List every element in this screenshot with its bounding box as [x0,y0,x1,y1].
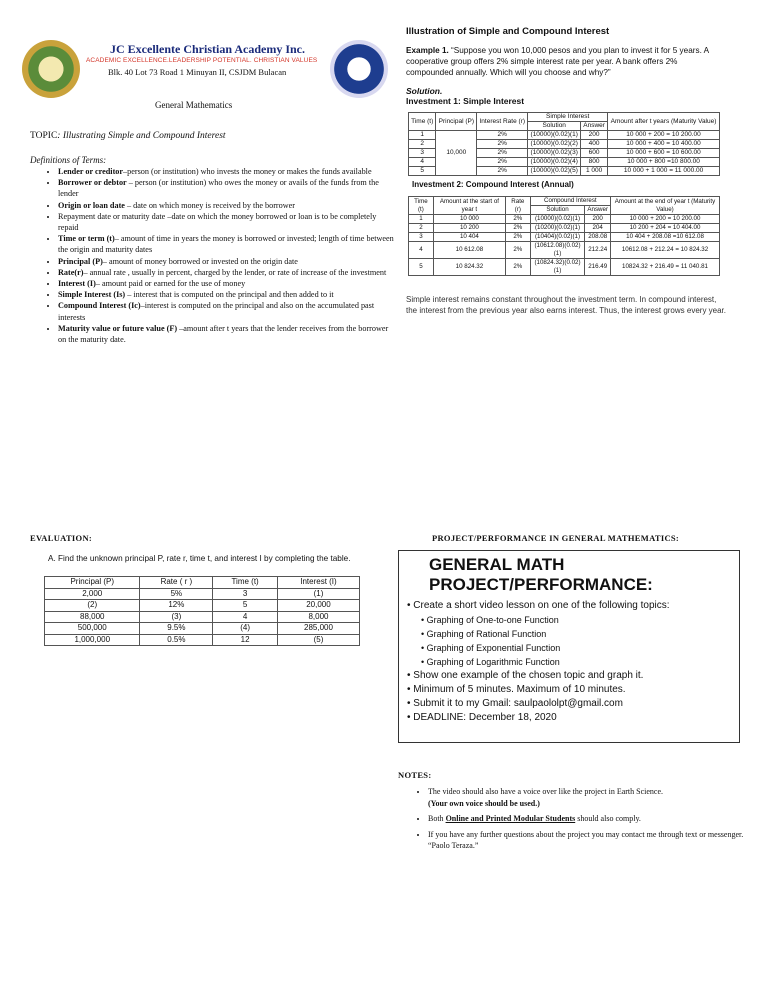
table-row [409,233,720,242]
interest-note: Simple interest remains constant throughout the investment term. In compound interest, the interest from the previous year also earns interest. Thus, the interest grows every year. [406,295,727,315]
table-cell: 88,000 [45,611,140,623]
table-cell: 12% [140,600,213,612]
school-name: JC Excellente Christian Academy Inc. [110,42,305,56]
table-cell: 2% [506,233,531,242]
definitions-list [30,166,398,345]
table-header: Amount after t years (Maturity Value) [608,113,720,131]
table-cell: 10 200 [433,224,505,233]
table-cell: 2% [477,149,528,158]
table-row [45,600,360,612]
table-cell: 2 [409,140,436,149]
table-cell: 2,000 [45,588,140,600]
subject-title: General Mathematics [155,100,233,110]
list-item: • Both Online and Printed Modular Students should also comply. [428,813,758,825]
evaluation-table [44,576,360,646]
notes-title: NOTES: [398,770,432,780]
table-cell: 200 [581,131,608,140]
table-cell: 10 404 + 208.08 =10 612.08 [611,233,720,242]
definition-item: • Repayment date or maturity date –date on which the money borrowed or loan is to be completely repaid [58,211,398,233]
project-list [407,599,670,725]
definition-item: • Borrower or debtor – person (or institution) who owes the money or avails of the funds from the lender [58,177,398,199]
table-cell: (10000)(0.02)(2) [528,140,581,149]
table-cell: 4 [409,158,436,167]
topic-item: • Graphing of Logarithmic Function [421,657,560,667]
table-cell: 2% [477,167,528,176]
table-header: Time (t) [213,577,278,589]
table-cell: 2% [506,215,531,224]
list-item: • The video should also have a voice over like the project in Earth Science. (Your own voice should be used.) [428,786,758,809]
definition-item: • Lender or creditor–person (or institution) who invests the money or makes the funds available [58,166,398,177]
school-logo [22,40,80,98]
table-cell: 3 [409,233,434,242]
definition-item: • Maturity value or future value (F) –amount after t years that the lender receives from the borrower on the maturity date. [58,323,398,345]
definition-item: • Time or term (t)– amount of time in years the money is borrowed or invested; length of time between the origin and maturity dates [58,233,398,255]
table-cell: 2% [477,140,528,149]
table-header: Solution [530,206,585,215]
table-cell: 10 000 + 400 = 10 400.00 [608,140,720,149]
table-cell: 5 [409,259,434,276]
list-item: • If you have any further questions about the project you may contact me through text or messenger. “Paolo Teraza.” [428,829,758,852]
table-cell: (1) [277,588,359,600]
topic-text: : Illustrating Simple and Compound Interest [57,131,226,141]
topic-line [30,131,226,141]
table-cell: 2% [477,131,528,140]
table-cell: 2% [506,259,531,276]
project-title: PROJECT/PERFORMANCE IN GENERAL MATHEMATICS: [432,533,680,543]
table-cell: 285,000 [277,623,359,635]
table-header: Rate ( r ) [140,577,213,589]
table-cell: 204 [585,224,611,233]
example-text: Example 1. “Suppose you won 10,000 pesos and you plan to invest it for 5 years. A cooperative group offers 2% simple interest rate per year. A bank offers 2% compounded annually. Which will you choose and why?” [406,46,709,77]
table-header: Time (t) [409,197,434,215]
table-header: Principal (P) [45,577,140,589]
table-cell: (10404)(0.02)(1) [530,233,585,242]
list-item: • Minimum of 5 minutes. Maximum of 10 minutes. [407,684,626,695]
table-cell: (10000)(0.02)(1) [528,131,581,140]
table-cell: (10000)(0.02)(4) [528,158,581,167]
table-cell: 400 [581,140,608,149]
table-cell: (10000)(0.02)(1) [530,215,585,224]
table-cell: 10 000 [433,215,505,224]
table-cell: 600 [581,149,608,158]
table-cell: (10000)(0.02)(3) [528,149,581,158]
definition-item: • Simple Interest (Is) – interest that is computed on the principal and then added to it [58,289,398,300]
table-cell: (2) [45,600,140,612]
table-cell: 0.5% [140,634,213,646]
definition-item: • Rate(r)– annual rate , usually in percent, charged by the lender, or rate of increase of the investment [58,267,398,278]
table-cell: 200 [585,215,611,224]
table-cell: (10824.32)(0.02)(1) [530,259,585,276]
list-item: • DEADLINE: December 18, 2020 [407,712,557,723]
table-row [409,224,720,233]
topic-item: • Graphing of Rational Function [421,629,547,639]
table-cell: 5% [140,588,213,600]
illustration-title: Illustration of Simple and Compound Interest [406,26,610,37]
topic-label: TOPIC [30,131,58,141]
table-header: Interest Rate (r) [477,113,528,131]
table-cell: 2% [506,242,531,259]
simple-interest-table [408,112,720,176]
solution-label: Solution. [406,86,443,96]
topic-item: • Graphing of One-to-one Function [421,615,559,625]
table-cell: (10200)(0.02)(1) [530,224,585,233]
table-cell: 1 000 [581,167,608,176]
table-cell: 10 200 + 204 = 10 404.00 [611,224,720,233]
table-cell: 216.49 [585,259,611,276]
table-cell: (5) [277,634,359,646]
table-cell: (4) [213,623,278,635]
table-cell: 1,000,000 [45,634,140,646]
notes-list [398,786,758,856]
evaluation-title: EVALUATION: [30,533,93,543]
table-cell: 1 [409,215,434,224]
school-address: Blk. 40 Lot 73 Road 1 Minuyan II, CSJDM Bulacan [108,67,287,77]
table-header: Amount at the start of year t [433,197,505,215]
table-cell: 4 [213,611,278,623]
table-header: Time (t) [409,113,436,131]
table-cell: 2 [409,224,434,233]
table-cell: 8,000 [277,611,359,623]
table-row [409,259,720,276]
list-item: • Create a short video lesson on one of the following topics: [407,600,670,611]
table-cell: 212.24 [585,242,611,259]
table-header: Compound Interest [530,197,610,206]
table-cell: 3 [409,149,436,158]
table-cell: 10 000 + 800 =10 800.00 [608,158,720,167]
table-cell: 2% [477,158,528,167]
table-cell: 5 [213,600,278,612]
table-cell: 5 [409,167,436,176]
table-cell: 3 [213,588,278,600]
table-cell: 500,000 [45,623,140,635]
table-cell: 10 612.08 [433,242,505,259]
table-cell: 10 000 + 200 = 10 200.00 [608,131,720,140]
table-row [409,215,720,224]
table-header: Simple Interest [528,113,608,122]
table-cell: 10824.32 + 216.49 = 11 040.81 [611,259,720,276]
table-row [45,634,360,646]
table-cell: (3) [140,611,213,623]
table-row [409,242,720,259]
investment1-title: Investment 1: Simple Interest [406,96,525,106]
table-header: Amount at the end of year t (Maturity Value) [611,197,720,215]
table-cell: 10 824.32 [433,259,505,276]
table-cell: 208.08 [585,233,611,242]
table-row [409,131,720,140]
definition-item: • Compound Interest (Ic)–interest is computed on the principal and also on the accumulated past interests [58,300,398,322]
project-box [398,550,740,743]
table-cell: 10 404 [433,233,505,242]
table-cell: (10612.08)(0.02)(1) [530,242,585,259]
table-cell: 4 [409,242,434,259]
table-header: Rate (r) [506,197,531,215]
table-cell: 10 000 + 600 = 10 600.00 [608,149,720,158]
table-cell: 1 [409,131,436,140]
definitions-title: Definitions of Terms: [30,155,107,165]
table-header: Answer [581,122,608,131]
table-cell: 10,000 [436,131,477,176]
table-row [45,611,360,623]
table-cell: 20,000 [277,600,359,612]
table-cell: 10 000 + 200 = 10 200.00 [611,215,720,224]
list-item: • Show one example of the chosen topic and graph it. [407,670,644,681]
school-motto: ACADEMIC EXCELLENCE.LEADERSHIP POTENTIAL. CHRISTIAN VALUES [86,57,318,64]
deped-seal [330,40,388,98]
definition-item: • Origin or loan date – date on which money is received by the borrower [58,200,398,211]
project-heading: GENERAL MATH PROJECT/PERFORMANCE: [429,555,653,594]
table-cell: 9.5% [140,623,213,635]
table-cell: 12 [213,634,278,646]
definition-item: • Principal (P)– amount of money borrowed or invested on the origin date [58,256,398,267]
investment2-title: Investment 2: Compound Interest (Annual) [412,180,574,189]
table-header: Solution [528,122,581,131]
definition-item: • Interest (I)– amount paid or earned for the use of money [58,278,398,289]
list-item: • Submit it to my Gmail: saulpaololpt@gmail.com [407,698,623,709]
table-cell: 800 [581,158,608,167]
table-header: Interest (I) [277,577,359,589]
table-row [45,588,360,600]
table-cell: 10 000 + 1 000 = 11 000.00 [608,167,720,176]
evaluation-instruction: A. Find the unknown principal P, rate r, time t, and interest I by completing the table. [48,554,351,563]
table-header: Answer [585,206,611,215]
topic-item: • Graphing of Exponential Function [421,643,561,653]
table-cell: 2% [506,224,531,233]
table-cell: 10612.08 + 212.24 = 10 824.32 [611,242,720,259]
table-row [45,623,360,635]
table-cell: (10000)(0.02)(5) [528,167,581,176]
compound-interest-table [408,196,720,276]
table-header: Principal (P) [436,113,477,131]
